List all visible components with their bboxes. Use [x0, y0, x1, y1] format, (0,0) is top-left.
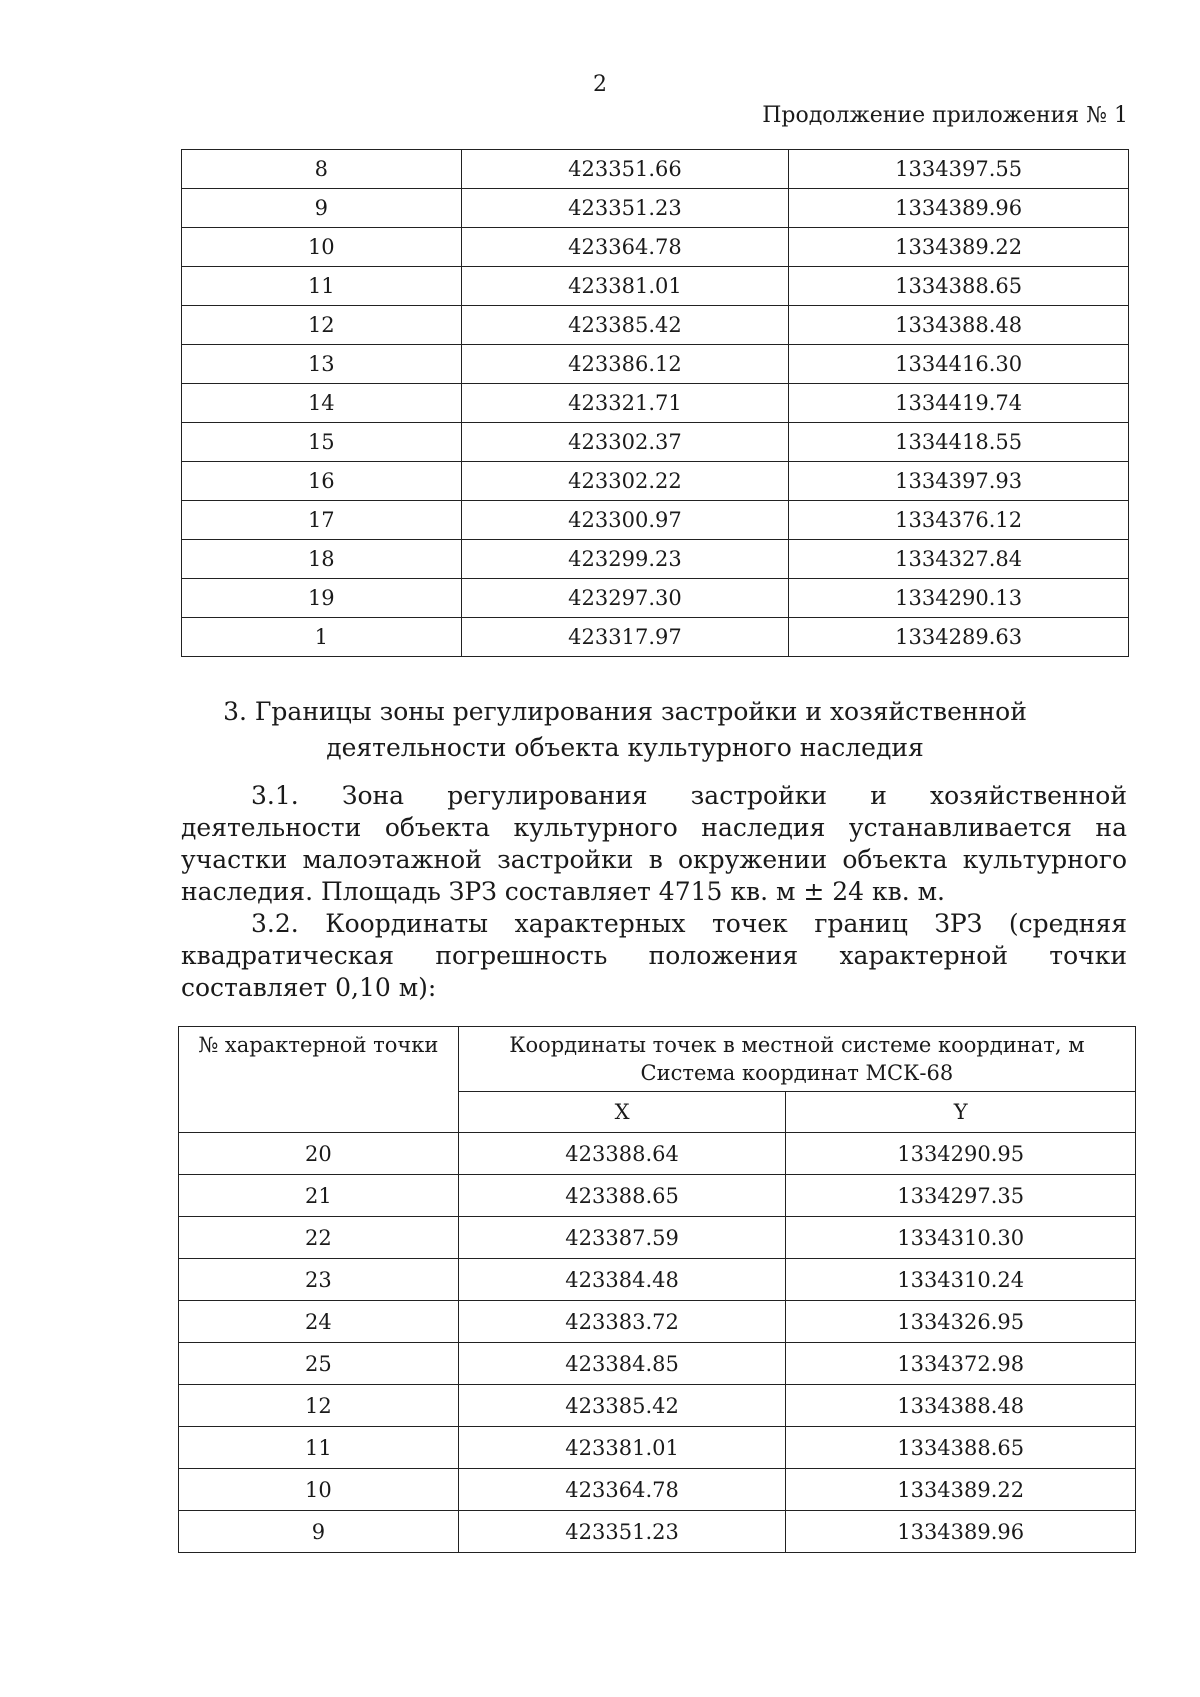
point-number-cell: 18 [182, 540, 462, 579]
y-coordinate-cell: 1334310.24 [786, 1259, 1136, 1301]
table-row [182, 540, 1129, 579]
y-coordinate-cell: 1334388.65 [789, 267, 1129, 306]
point-number-cell: 19 [182, 579, 462, 618]
y-coordinate-cell: 1334389.22 [786, 1469, 1136, 1511]
point-number-cell: 8 [182, 150, 462, 189]
x-coordinate-cell: 423317.97 [461, 618, 789, 657]
table-row [179, 1133, 1136, 1175]
y-coordinate-cell: 1334389.22 [789, 228, 1129, 267]
table-row [182, 150, 1129, 189]
x-coordinate-cell: 423300.97 [461, 501, 789, 540]
header-y: Y [786, 1092, 1136, 1133]
point-number-cell: 22 [179, 1217, 459, 1259]
point-number-cell: 10 [179, 1469, 459, 1511]
point-number-cell: 11 [179, 1427, 459, 1469]
table-row [182, 579, 1129, 618]
point-number-cell: 23 [179, 1259, 459, 1301]
y-coordinate-cell: 1334326.95 [786, 1301, 1136, 1343]
x-coordinate-cell: 423386.12 [461, 345, 789, 384]
table-row [179, 1301, 1136, 1343]
table-row [182, 618, 1129, 657]
table-row [182, 423, 1129, 462]
table-row [182, 306, 1129, 345]
section-title [200, 694, 1050, 766]
table-row [179, 1385, 1136, 1427]
header-x: X [458, 1092, 786, 1133]
y-coordinate-cell: 1334416.30 [789, 345, 1129, 384]
point-number-cell: 9 [179, 1511, 459, 1553]
x-coordinate-cell: 423381.01 [458, 1427, 786, 1469]
point-number-cell: 24 [179, 1301, 459, 1343]
point-number-cell: 20 [179, 1133, 459, 1175]
point-number-cell: 15 [182, 423, 462, 462]
section-title-line-1: 3. Границы зоны регулирования застройки и хозяйственной [223, 697, 1027, 726]
header-coordinates [458, 1027, 1135, 1092]
y-coordinate-cell: 1334388.65 [786, 1427, 1136, 1469]
paragraph-3-1: 3.1. Зона регулирования застройки и хозяйственной деятельности объекта культурного наследия устанавливается на участки малоэтажной застройки в окружении объекта культурного наследия. Площадь ЗРЗ составляет 4715 кв. м ± 24 кв. м. [181, 781, 1127, 906]
table-row [182, 462, 1129, 501]
table-row [179, 1175, 1136, 1217]
table-row [182, 501, 1129, 540]
appendix-note: Продолжение приложения № 1 [762, 103, 1128, 128]
point-number-cell: 14 [182, 384, 462, 423]
point-number-cell: 10 [182, 228, 462, 267]
point-number-cell: 12 [179, 1385, 459, 1427]
point-number-cell: 21 [179, 1175, 459, 1217]
y-coordinate-cell: 1334376.12 [789, 501, 1129, 540]
y-coordinate-cell: 1334372.98 [786, 1343, 1136, 1385]
zrz-coordinates-table [178, 1026, 1136, 1553]
header-point-number: № характерной точки [179, 1027, 459, 1133]
x-coordinate-cell: 423385.42 [461, 306, 789, 345]
x-coordinate-cell: 423351.23 [458, 1511, 786, 1553]
section-title-line-2: деятельности объекта культурного наследия [326, 733, 924, 762]
x-coordinate-cell: 423384.85 [458, 1343, 786, 1385]
table-row [182, 228, 1129, 267]
x-coordinate-cell: 423384.48 [458, 1259, 786, 1301]
y-coordinate-cell: 1334289.63 [789, 618, 1129, 657]
x-coordinate-cell: 423321.71 [461, 384, 789, 423]
table-row [179, 1343, 1136, 1385]
y-coordinate-cell: 1334310.30 [786, 1217, 1136, 1259]
table-row [179, 1469, 1136, 1511]
x-coordinate-cell: 423381.01 [461, 267, 789, 306]
x-coordinate-cell: 423383.72 [458, 1301, 786, 1343]
point-number-cell: 9 [182, 189, 462, 228]
table-row [179, 1259, 1136, 1301]
x-coordinate-cell: 423364.78 [458, 1469, 786, 1511]
x-coordinate-cell: 423351.23 [461, 189, 789, 228]
coordinates-table-continued [181, 149, 1129, 657]
point-number-cell: 17 [182, 501, 462, 540]
point-number-cell: 25 [179, 1343, 459, 1385]
y-coordinate-cell: 1334419.74 [789, 384, 1129, 423]
zrz-coordinates-table-body [179, 1133, 1136, 1553]
y-coordinate-cell: 1334389.96 [789, 189, 1129, 228]
x-coordinate-cell: 423299.23 [461, 540, 789, 579]
coordinates-table-body [182, 150, 1129, 657]
x-coordinate-cell: 423388.65 [458, 1175, 786, 1217]
paragraph-3-2: 3.2. Координаты характерных точек границ ЗРЗ (средняя квадратическая погрешность положения характерной точки составляет 0,10 м): [181, 909, 1127, 1002]
y-coordinate-cell: 1334389.96 [786, 1511, 1136, 1553]
point-number-cell: 12 [182, 306, 462, 345]
x-coordinate-cell: 423297.30 [461, 579, 789, 618]
table-row [182, 267, 1129, 306]
table-row [182, 189, 1129, 228]
y-coordinate-cell: 1334297.35 [786, 1175, 1136, 1217]
header-coordinates-line-2: Система координат МСК-68 [640, 1061, 954, 1085]
y-coordinate-cell: 1334388.48 [786, 1385, 1136, 1427]
table-row [179, 1511, 1136, 1553]
header-coordinates-line-1: Координаты точек в местной системе координат, м [509, 1033, 1085, 1057]
page-number: 2 [593, 72, 607, 97]
point-number-cell: 11 [182, 267, 462, 306]
table-row [179, 1217, 1136, 1259]
point-number-cell: 13 [182, 345, 462, 384]
y-coordinate-cell: 1334397.93 [789, 462, 1129, 501]
table-row [179, 1427, 1136, 1469]
y-coordinate-cell: 1334327.84 [789, 540, 1129, 579]
y-coordinate-cell: 1334290.95 [786, 1133, 1136, 1175]
x-coordinate-cell: 423302.22 [461, 462, 789, 501]
y-coordinate-cell: 1334418.55 [789, 423, 1129, 462]
x-coordinate-cell: 423364.78 [461, 228, 789, 267]
table-row [182, 384, 1129, 423]
y-coordinate-cell: 1334397.55 [789, 150, 1129, 189]
point-number-cell: 1 [182, 618, 462, 657]
y-coordinate-cell: 1334290.13 [789, 579, 1129, 618]
y-coordinate-cell: 1334388.48 [789, 306, 1129, 345]
x-coordinate-cell: 423388.64 [458, 1133, 786, 1175]
x-coordinate-cell: 423385.42 [458, 1385, 786, 1427]
point-number-cell: 16 [182, 462, 462, 501]
table-row [182, 345, 1129, 384]
x-coordinate-cell: 423302.37 [461, 423, 789, 462]
x-coordinate-cell: 423387.59 [458, 1217, 786, 1259]
x-coordinate-cell: 423351.66 [461, 150, 789, 189]
